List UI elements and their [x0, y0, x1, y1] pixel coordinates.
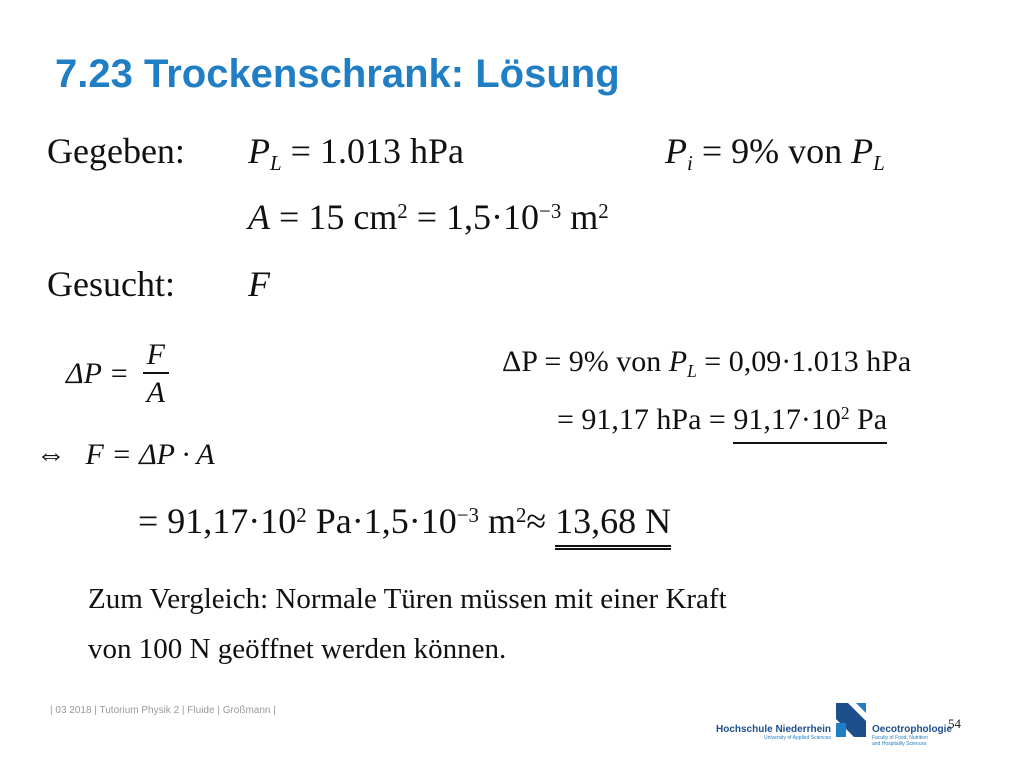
area-value-m: 1,5·10 [446, 197, 540, 237]
final-part-2: Pa·1,5·10 [315, 501, 457, 541]
pressure-symbol: P [248, 131, 270, 171]
university-name: Hochschule Niederrhein [716, 724, 832, 735]
pressure-subscript: L [687, 361, 697, 382]
delta-p-hpa: = 91,17 hPa = [557, 403, 726, 436]
delta-p-underlined-result [733, 403, 887, 444]
final-exponent-2: −3 [456, 502, 479, 527]
fraction-denominator: A [146, 376, 165, 409]
faculty-subtitle-2: and Hospitality Sciences [872, 741, 927, 747]
pressure-subscript: L [270, 151, 282, 176]
sought-label: Gesucht: [47, 264, 175, 304]
force-formula: F = ΔP · A [85, 438, 215, 471]
final-result: 13,68 N [555, 501, 671, 550]
delta-p-pa-value: 91,17·10 [733, 403, 841, 436]
delta-p-percentage: ΔP = 9% von [502, 345, 662, 378]
comparison-line-2: von 100 N geöffnet werden können. [88, 633, 507, 665]
footer-text: | 03 2018 | Tutorium Physik 2 | Fluide | Großmann | [50, 705, 276, 716]
delta-p-unit: Pa [849, 403, 888, 436]
slide-title: 7.23 Trockenschrank: Lösung [55, 52, 620, 96]
equation-force [36, 440, 215, 470]
final-part-1: = 91,17·10 [138, 501, 297, 541]
pl-value: 1.013 hPa [319, 131, 464, 171]
faculty-name: Oecotrophologie [872, 724, 952, 735]
area-value-cm: 15 cm [308, 197, 398, 237]
equation-delta-p-result [557, 405, 887, 435]
university-logo-icon [836, 703, 866, 737]
reference-subscript: L [873, 151, 885, 176]
area-symbol: A [248, 197, 270, 237]
faculty-logo-text [872, 724, 952, 747]
equals-sign: = [279, 197, 300, 237]
given-label: Gegeben: [47, 131, 185, 171]
final-exponent-3: 2 [515, 502, 527, 527]
equation-area [248, 199, 609, 235]
fraction [143, 340, 169, 408]
area-unit: m [570, 197, 599, 237]
university-logo-text [716, 724, 831, 741]
faculty-subtitle-1: Faculty of Food, Nutrition [872, 735, 928, 741]
pressure-subscript: i [687, 151, 693, 176]
equation-pressure-fraction [66, 340, 169, 408]
reference-symbol: P [851, 131, 874, 171]
pressure-symbol: P [668, 345, 688, 378]
delta-p-lhs: ΔP = [66, 357, 130, 390]
equals-sign: = [290, 131, 311, 171]
pi-value: 9% von [731, 131, 843, 171]
university-subtitle: University of Applied Sciences [764, 735, 832, 741]
comparison-line-1: Zum Vergleich: Normale Türen müssen mit einer Kraft [88, 583, 727, 615]
equals-sign: = [416, 197, 438, 237]
area-power: −3 [539, 198, 562, 223]
pressure-symbol: P [665, 131, 687, 171]
sought-symbol: F [248, 264, 270, 304]
fraction-numerator: F [143, 340, 169, 374]
area-exponent: 2 [397, 198, 408, 223]
delta-p-exponent: 2 [840, 403, 850, 424]
equation-final [138, 503, 671, 539]
approx-sign: ≈ [526, 501, 547, 541]
equation-delta-p-value [502, 345, 912, 382]
delta-p-computation: = 0,09·1.013 hPa [704, 345, 912, 378]
page-number: 54 [948, 716, 961, 731]
area-unit-exponent: 2 [598, 198, 609, 223]
final-part-3: m [487, 501, 516, 541]
equation-pl [248, 131, 464, 176]
final-exponent-1: 2 [296, 502, 307, 527]
equation-pi [665, 131, 885, 176]
equivalence-arrow-icon: ⇔ [36, 438, 66, 471]
equals-sign: = [701, 131, 723, 171]
